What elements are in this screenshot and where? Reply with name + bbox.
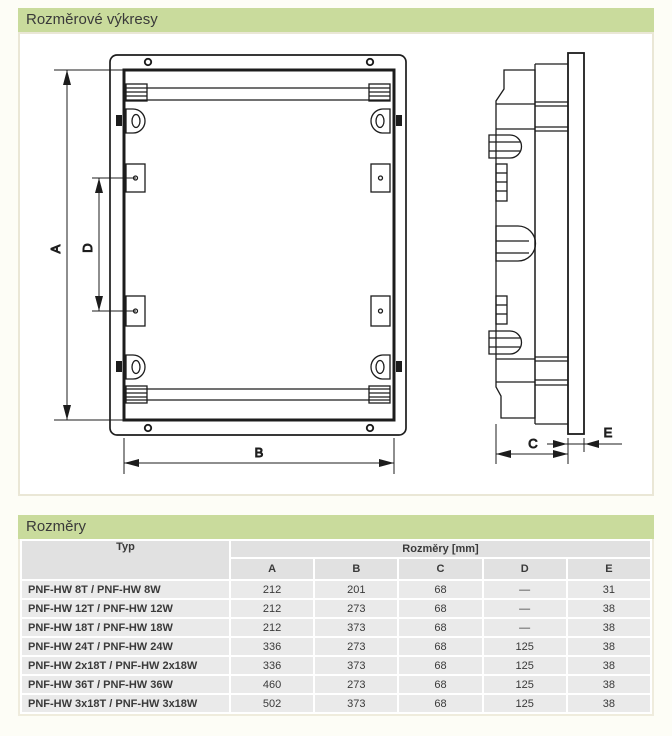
column-group-header-rozmery: Rozměry [mm] xyxy=(231,541,650,557)
front-flange-outline xyxy=(110,55,406,435)
screw-hole-icon xyxy=(367,59,373,65)
keyhole-tab xyxy=(371,355,390,379)
cell-d: — xyxy=(484,581,566,598)
keyhole-tab xyxy=(371,109,390,133)
row-label: PNF-HW 18T / PNF-HW 18W xyxy=(22,619,229,636)
cell-e: 38 xyxy=(568,619,650,636)
cell-b: 273 xyxy=(315,638,397,655)
row-label: PNF-HW 24T / PNF-HW 24W xyxy=(22,638,229,655)
cell-e: 38 xyxy=(568,676,650,693)
dimensions-section-title: Rozměry xyxy=(26,518,87,535)
cell-b: 373 xyxy=(315,619,397,636)
dim-label-c: C xyxy=(528,436,538,451)
cell-c: 68 xyxy=(399,676,481,693)
table-row xyxy=(22,638,650,655)
screw-hole-icon xyxy=(145,425,151,431)
side-tab-bump xyxy=(489,331,522,354)
dimensions-section-header xyxy=(18,515,654,539)
cell-a: 502 xyxy=(231,695,313,712)
dimension-b xyxy=(124,438,394,474)
keyhole-tab xyxy=(126,109,145,133)
row-label: PNF-HW 8T / PNF-HW 8W xyxy=(22,581,229,598)
column-header-d: D xyxy=(484,559,566,579)
cell-c: 68 xyxy=(399,619,481,636)
cell-d: 125 xyxy=(484,638,566,655)
dim-label-a: A xyxy=(48,244,63,254)
cell-a: 460 xyxy=(231,676,313,693)
table-header-row-group xyxy=(22,541,650,557)
column-header-e: E xyxy=(568,559,650,579)
side-view xyxy=(489,53,584,434)
row-label: PNF-HW 12T / PNF-HW 12W xyxy=(22,600,229,617)
cell-b: 373 xyxy=(315,657,397,674)
column-header-b: B xyxy=(315,559,397,579)
cell-a: 336 xyxy=(231,657,313,674)
cell-c: 68 xyxy=(399,657,481,674)
cell-a: 212 xyxy=(231,619,313,636)
cell-d: 125 xyxy=(484,676,566,693)
cell-e: 38 xyxy=(568,695,650,712)
side-center-bump xyxy=(496,226,536,261)
drawings-section-title: Rozměrové výkresy xyxy=(26,11,158,28)
side-body-outline xyxy=(496,70,535,418)
dimensions-table xyxy=(20,539,652,714)
cell-d: 125 xyxy=(484,657,566,674)
dimension-d xyxy=(80,178,136,311)
screw-hole-icon xyxy=(145,59,151,65)
table-row xyxy=(22,619,650,636)
cell-d: — xyxy=(484,619,566,636)
cell-b: 201 xyxy=(315,581,397,598)
cell-c: 68 xyxy=(399,600,481,617)
cell-a: 212 xyxy=(231,581,313,598)
cell-b: 273 xyxy=(315,600,397,617)
cell-c: 68 xyxy=(399,638,481,655)
fixing-tab xyxy=(371,164,390,192)
cell-e: 38 xyxy=(568,600,650,617)
cell-e: 38 xyxy=(568,638,650,655)
cell-d: 125 xyxy=(484,695,566,712)
drawing-canvas xyxy=(18,32,654,496)
cell-c: 68 xyxy=(399,695,481,712)
table-row xyxy=(22,695,650,712)
table-row xyxy=(22,581,650,598)
side-tab-bump xyxy=(489,135,522,158)
cell-e: 38 xyxy=(568,657,650,674)
column-header-c: C xyxy=(399,559,481,579)
table-row xyxy=(22,600,650,617)
drawings-section-header xyxy=(18,8,654,32)
table-row xyxy=(22,657,650,674)
column-header-a: A xyxy=(231,559,313,579)
row-label: PNF-HW 36T / PNF-HW 36W xyxy=(22,676,229,693)
front-view xyxy=(110,55,406,435)
side-rib-stack xyxy=(496,296,507,324)
dimension-drawing xyxy=(20,34,652,494)
tab-nub xyxy=(116,115,122,126)
screw-hole-icon xyxy=(367,425,373,431)
dimensions-table-container xyxy=(18,539,654,716)
tab-nub xyxy=(396,361,402,372)
column-header-typ: Typ xyxy=(22,541,229,579)
cell-b: 373 xyxy=(315,695,397,712)
cell-b: 273 xyxy=(315,676,397,693)
side-panel-outline xyxy=(568,53,584,434)
cell-e: 31 xyxy=(568,581,650,598)
cell-c: 68 xyxy=(399,581,481,598)
dim-label-b: B xyxy=(254,445,264,460)
table-row xyxy=(22,676,650,693)
row-label: PNF-HW 3x18T / PNF-HW 3x18W xyxy=(22,695,229,712)
tab-nub xyxy=(396,115,402,126)
fixing-tab xyxy=(371,296,390,326)
tab-nub xyxy=(116,361,122,372)
cell-d: — xyxy=(484,600,566,617)
dim-label-e: E xyxy=(603,425,613,440)
dim-label-d: D xyxy=(80,243,95,253)
keyhole-tab xyxy=(126,355,145,379)
row-label: PNF-HW 2x18T / PNF-HW 2x18W xyxy=(22,657,229,674)
front-box-outline xyxy=(124,70,394,420)
cell-a: 212 xyxy=(231,600,313,617)
cell-a: 336 xyxy=(231,638,313,655)
